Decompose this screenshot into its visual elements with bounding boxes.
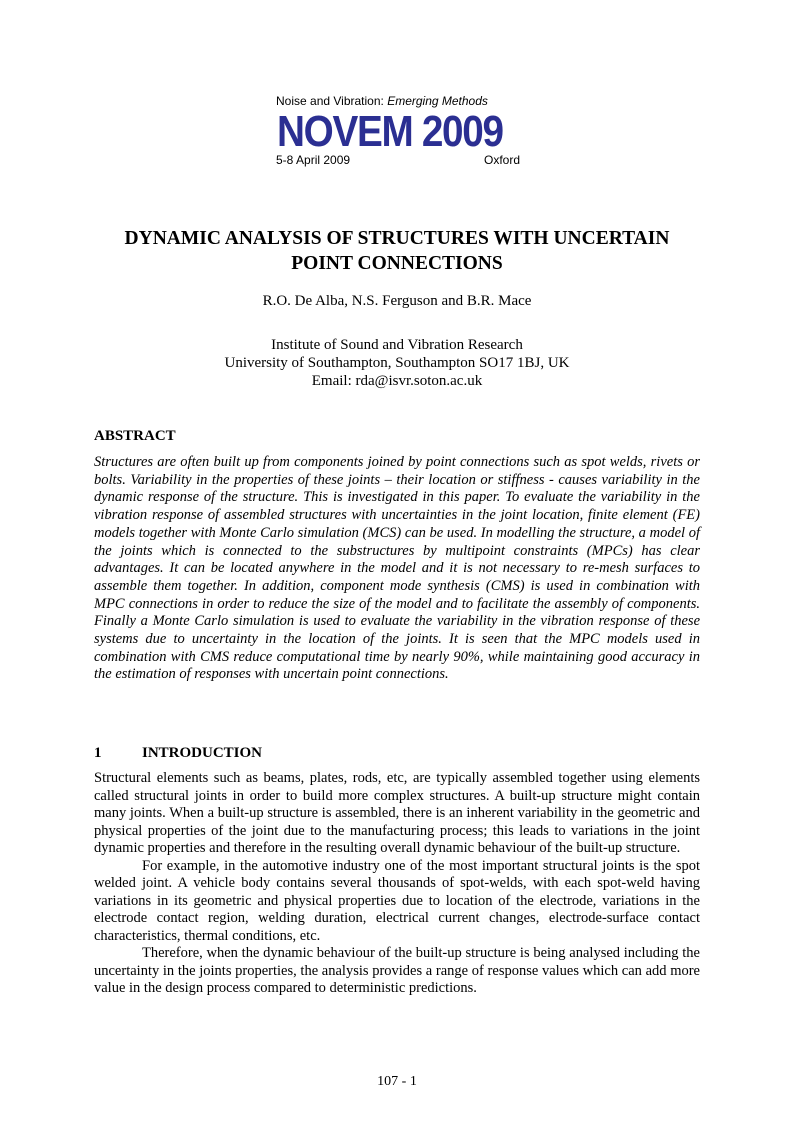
conference-series-italic: Emerging Methods [387,94,488,108]
paper-authors: R.O. De Alba, N.S. Ferguson and B.R. Mace [262,293,532,309]
author-email: Email: rda@isvr.soton.ac.uk [311,373,483,389]
section-title: INTRODUCTION [142,745,263,761]
intro-paragraph: Structural elements such as beams, plates, rods, etc, are typically assembled together using elements called structural joints in order to build more complex structures. A built-up structure might contain many joints. When a built-up structure is assembled, there is an inherent variability in the geometric and physical properties of the joint due to the manufacturing process; this leads to variations in the joint dynamic properties and therefore in the resulting overall dynamic behaviour of the built-up structure. [94,770,700,856]
conference-series-prefix: Noise and Vibration: [276,94,388,108]
paper-title-line-2: POINT CONNECTIONS [291,253,503,274]
affiliation-university: University of Southampton, Southampton SO17 1BJ, UK [224,355,570,371]
page-number: 107 - 1 [377,1074,417,1089]
conference-header [276,94,520,167]
conference-dates: 5-8 April 2009 [276,153,351,167]
author-affiliation [0,336,794,390]
section-heading-introduction [94,744,262,762]
paper-title [60,226,734,276]
abstract-heading: ABSTRACT [94,428,176,444]
conference-series [276,94,520,108]
intro-paragraph: For example, in the automotive industry one of the most important structural joints is the spot welded joint. A vehicle body contains several thousands of spot-welds, with each spot-weld having variations in its geometric and physical properties due to location of the electrode, variations in the electrode contact region, welding duration, electrical current changes, electrode-surface contact characteristics, thermal conditions, etc. [94,857,700,944]
introduction-body [94,770,700,998]
paper-title-line-1: DYNAMIC ANALYSIS OF STRUCTURES WITH UNCERTAIN [124,228,670,249]
affiliation-institute: Institute of Sound and Vibration Research [271,337,523,353]
conference-location: Oxford [483,153,520,167]
abstract-text: Structures are often built up from components joined by point connections such as spot welds, rivets or bolts. Variability in the properties of these joints – their location or stiffness - causes variability in the dynamic response of the structure. This is investigated in this paper. To evaluate the variability in the vibration response of assembled structures with uncertainties in the joint location, finite element (FE) models together with Monte Carlo simulation (MCS) can be used. In modelling the structure, a model of the joints which is connected to the substructures by multipoint constraints (MPCs) has clear advantages. It can be located anywhere in the model and it is not necessary to re-mesh surfaces to assemble them together. In addition, component mode synthesis (CMS) is used in combination with MPC connections in order to reduce the size of the model and to facilitate the assembly of components. Finally a Monte Carlo simulation is used to evaluate the variability in the vibration response of these systems due to uncertainty in the location of the joints. It is seen that the MPC models used in combination with CMS reduce computational time by nearly 90%, while maintaining good accuracy in the estimation of responses with uncertain point connections. [94,454,700,683]
section-number: 1 [94,745,102,761]
intro-paragraph: Therefore, when the dynamic behaviour of the built-up structure is being analysed including the uncertainty in the joints properties, the analysis provides a range of response values which can add more value in the design process compared to deterministic predictions. [94,945,700,996]
conference-title: NOVEM 2009 [277,107,503,156]
